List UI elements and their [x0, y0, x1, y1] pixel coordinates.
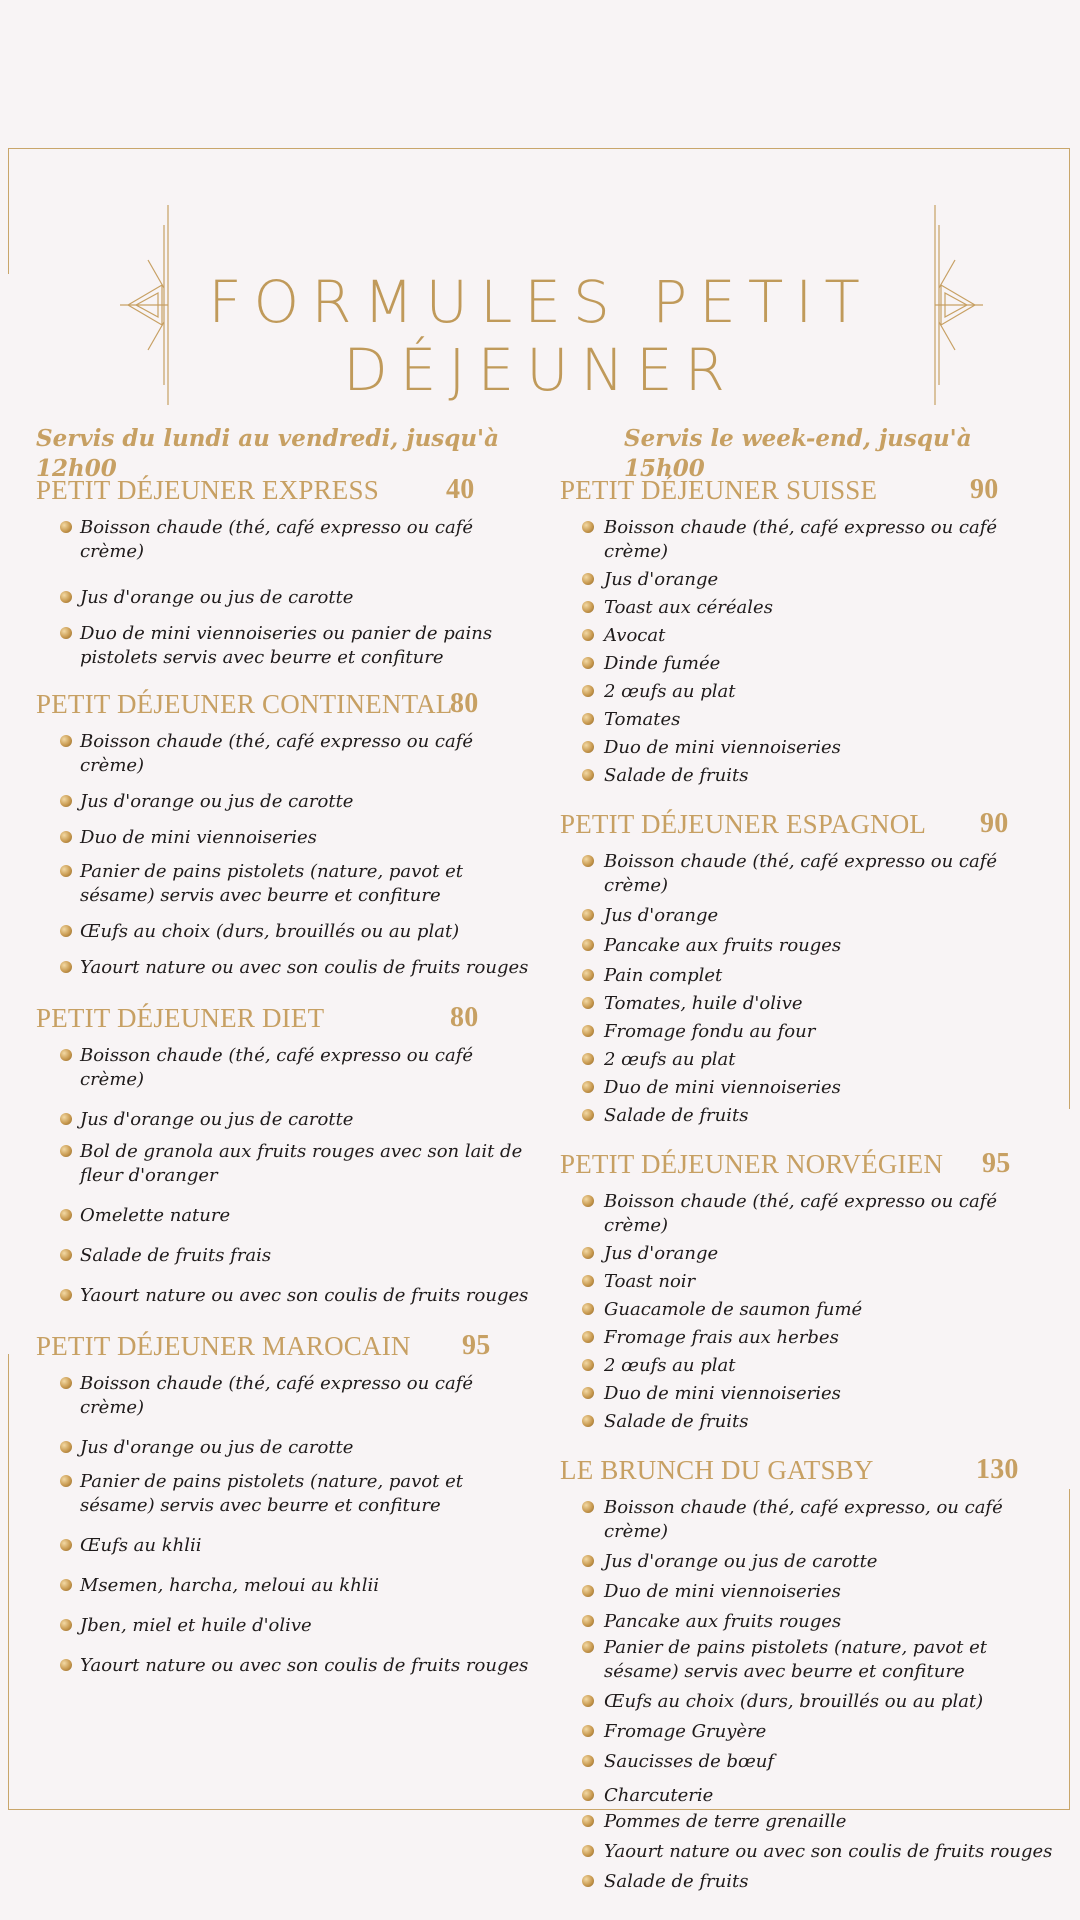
list-item	[36, 1108, 536, 1132]
list-item	[36, 956, 536, 980]
list-item	[560, 1048, 1060, 1072]
menu-item-text: Pancake aux fruits rouges	[604, 1611, 842, 1632]
gold-bullet-icon	[60, 521, 72, 533]
gold-bullet-icon	[60, 591, 72, 603]
menu-item-text: Yaourt nature ou avec son coulis de fruits rouges	[604, 1841, 1053, 1862]
gold-bullet-icon	[582, 1359, 594, 1371]
menu-item-text: Jus d'orange ou jus de carotte	[80, 587, 354, 608]
gold-bullet-icon	[582, 521, 594, 533]
menu-item-list	[36, 1044, 536, 1308]
list-item	[560, 1580, 1060, 1604]
menu-item-list	[560, 516, 1060, 788]
list-item	[560, 1326, 1060, 1350]
gold-bullet-icon	[60, 1441, 72, 1453]
gold-bullet-icon	[582, 573, 594, 585]
list-item	[560, 1610, 1060, 1634]
menu-item-text: Salade de fruits	[604, 1411, 749, 1432]
gold-bullet-icon	[60, 1659, 72, 1671]
list-item	[560, 1720, 1060, 1744]
menu-section	[560, 1142, 1060, 1434]
menu-item-text: Jus d'orange ou jus de carotte	[604, 1551, 878, 1572]
menu-name: PETIT DÉJEUNER CONTINENTAL	[36, 689, 453, 719]
menu-item-text: Jus d'orange	[604, 1243, 719, 1264]
list-item	[36, 826, 536, 850]
gold-bullet-icon	[582, 713, 594, 725]
menu-item-text: 2 œufs au plat	[604, 1355, 736, 1376]
menu-item-list	[560, 850, 1060, 1128]
list-item	[560, 1382, 1060, 1406]
menu-item-text: Charcuterie	[604, 1785, 714, 1806]
menu-item-list	[36, 1372, 536, 1678]
menu-item-list	[36, 516, 536, 670]
gold-bullet-icon	[582, 1615, 594, 1627]
gold-bullet-icon	[60, 961, 72, 973]
list-item	[36, 920, 536, 944]
menu-name: PETIT DÉJEUNER NORVÉGIEN	[560, 1149, 944, 1179]
gold-bullet-icon	[582, 1641, 594, 1653]
menu-price: 95	[982, 1148, 1011, 1179]
list-item	[560, 1242, 1060, 1266]
menu-item-text: Yaourt nature ou avec son coulis de fruits rouges	[80, 1285, 529, 1306]
menu-item-text: Bol de granola aux fruits rouges avec son lait de fleur d'oranger	[80, 1141, 523, 1186]
gold-bullet-icon	[582, 909, 594, 921]
menu-section	[560, 1448, 1060, 1894]
gold-bullet-icon	[582, 1081, 594, 1093]
menu-item-text: Salade de fruits	[604, 1105, 749, 1126]
menu-item-text: Œufs au khlii	[80, 1535, 202, 1556]
gold-bullet-icon	[582, 1875, 594, 1887]
menu-item-text: Panier de pains pistolets (nature, pavot et sésame) servis avec beurre et confiture	[604, 1637, 987, 1682]
menu-item-text: Msemen, harcha, meloui au khlii	[80, 1575, 380, 1596]
menu-item-text: Jus d'orange ou jus de carotte	[80, 1109, 354, 1130]
menu-heading	[560, 1142, 1060, 1186]
weekend-column	[560, 424, 1060, 1894]
menu-item-text: Salade de fruits frais	[80, 1245, 272, 1266]
list-item	[36, 622, 536, 670]
menu-item-text: Jus d'orange	[604, 569, 719, 590]
gold-bullet-icon	[60, 865, 72, 877]
list-item	[560, 1690, 1060, 1714]
menu-item-text: Boisson chaude (thé, café expresso ou café crème)	[604, 851, 998, 896]
list-item	[560, 624, 1060, 648]
list-item	[560, 1810, 1060, 1834]
list-item	[560, 764, 1060, 788]
menu-item-text: Yaourt nature ou avec son coulis de fruits rouges	[80, 957, 529, 978]
list-item	[36, 790, 536, 814]
menu-item-text: Œufs au choix (durs, brouillés ou au plat)	[604, 1691, 984, 1712]
gold-bullet-icon	[582, 1053, 594, 1065]
list-item	[560, 1550, 1060, 1574]
gold-bullet-icon	[582, 1415, 594, 1427]
list-item	[36, 730, 536, 778]
menu-item-text: 2 œufs au plat	[604, 1049, 736, 1070]
menu-item-text: Avocat	[604, 625, 666, 646]
menu-item-text: Panier de pains pistolets (nature, pavot et sésame) servis avec beurre et confiture	[80, 1471, 463, 1516]
page-title: FORMULES PETIT DÉJEUNER	[208, 268, 872, 404]
gold-bullet-icon	[582, 1331, 594, 1343]
list-item	[36, 1044, 536, 1092]
menu-section	[36, 996, 536, 1308]
menu-item-text: Jus d'orange ou jus de carotte	[80, 1437, 354, 1458]
menu-item-text: Boisson chaude (thé, café expresso ou café crème)	[604, 1191, 998, 1236]
menu-heading	[36, 682, 536, 726]
menu-price: 90	[970, 474, 999, 505]
menu-heading	[36, 1324, 536, 1368]
gold-bullet-icon	[582, 1109, 594, 1121]
menu-item-text: Fromage Gruyère	[604, 1721, 767, 1742]
menu-item-text: Tomates	[604, 709, 681, 730]
menu-heading	[560, 1448, 1060, 1492]
menu-item-text: Yaourt nature ou avec son coulis de fruits rouges	[80, 1655, 529, 1676]
menu-item-text: Omelette nature	[80, 1205, 231, 1226]
gold-bullet-icon	[582, 939, 594, 951]
list-item	[560, 934, 1060, 958]
gold-bullet-icon	[60, 1289, 72, 1301]
gold-bullet-icon	[60, 1475, 72, 1487]
list-item	[560, 1354, 1060, 1378]
menu-item-text: Toast aux céréales	[604, 597, 773, 618]
list-item	[560, 1870, 1060, 1894]
gold-bullet-icon	[60, 627, 72, 639]
gold-bullet-icon	[60, 1249, 72, 1261]
menu-heading	[560, 468, 1060, 512]
list-item	[36, 1436, 536, 1460]
menu-price: 90	[980, 808, 1009, 839]
gold-bullet-icon	[582, 997, 594, 1009]
list-item	[560, 1076, 1060, 1100]
gold-bullet-icon	[60, 735, 72, 747]
list-item	[560, 1270, 1060, 1294]
menu-item-text: Pancake aux fruits rouges	[604, 935, 842, 956]
gold-bullet-icon	[60, 925, 72, 937]
gold-bullet-icon	[582, 741, 594, 753]
menu-item-list	[560, 1496, 1060, 1894]
menu-item-text: Boisson chaude (thé, café expresso ou café crème)	[80, 1045, 474, 1090]
gold-bullet-icon	[582, 1695, 594, 1707]
list-item	[36, 860, 536, 908]
list-item	[36, 1654, 536, 1678]
list-item	[560, 680, 1060, 704]
menu-price: 40	[446, 474, 475, 505]
menu-price: 80	[450, 688, 479, 719]
gold-bullet-icon	[582, 1303, 594, 1315]
gold-bullet-icon	[582, 855, 594, 867]
menu-section	[560, 468, 1060, 788]
gold-bullet-icon	[60, 1113, 72, 1125]
menu-name: PETIT DÉJEUNER ESPAGNOL	[560, 809, 927, 839]
menu-name: PETIT DÉJEUNER MAROCAIN	[36, 1331, 411, 1361]
list-item	[560, 736, 1060, 760]
list-item	[560, 596, 1060, 620]
menu-section	[36, 1324, 536, 1678]
gold-bullet-icon	[582, 629, 594, 641]
list-item	[560, 568, 1060, 592]
list-item	[560, 850, 1060, 898]
list-item	[560, 516, 1060, 564]
menu-item-text: Pain complet	[604, 965, 723, 986]
gold-bullet-icon	[582, 1789, 594, 1801]
menu-heading	[560, 802, 1060, 846]
gold-bullet-icon	[582, 1815, 594, 1827]
list-item	[560, 1784, 1060, 1808]
menu-section	[36, 682, 536, 980]
menu-item-text: Duo de mini viennoiseries ou panier de pains pistolets servis avec beurre et confiture	[80, 623, 493, 668]
list-item	[560, 992, 1060, 1016]
menu-item-list	[36, 730, 536, 980]
gold-bullet-icon	[582, 1501, 594, 1513]
list-item	[36, 1284, 536, 1308]
menu-heading	[36, 468, 536, 512]
menu-price: 95	[462, 1330, 491, 1361]
menu-item-text: Guacamole de saumon fumé	[604, 1299, 863, 1320]
list-item	[36, 1614, 536, 1638]
menu-item-text: Duo de mini viennoiseries	[80, 827, 317, 848]
list-item	[36, 1534, 536, 1558]
menu-item-text: Œufs au choix (durs, brouillés ou au plat)	[80, 921, 460, 942]
gold-bullet-icon	[60, 795, 72, 807]
gold-bullet-icon	[60, 1579, 72, 1591]
menu-item-text: Pommes de terre grenaille	[604, 1811, 847, 1832]
menu-item-text: Boisson chaude (thé, café expresso ou café crème)	[604, 517, 998, 562]
menu-item-text: Duo de mini viennoiseries	[604, 1077, 841, 1098]
list-item	[560, 1190, 1060, 1238]
list-item	[36, 1372, 536, 1420]
gold-bullet-icon	[582, 1275, 594, 1287]
menu-item-text: Jben, miel et huile d'olive	[80, 1615, 312, 1636]
gold-bullet-icon	[582, 969, 594, 981]
menu-item-text: Boisson chaude (thé, café expresso ou café crème)	[80, 517, 474, 562]
menu-name: LE BRUNCH DU GATSBY	[560, 1455, 874, 1485]
menu-price: 130	[976, 1454, 1019, 1485]
menu-item-text: Saucisses de bœuf	[604, 1751, 775, 1772]
gold-bullet-icon	[582, 685, 594, 697]
menu-item-text: Fromage frais aux herbes	[604, 1327, 839, 1348]
gold-bullet-icon	[60, 1377, 72, 1389]
gold-bullet-icon	[582, 769, 594, 781]
menu-price: 80	[450, 1002, 479, 1033]
menu-item-text: Toast noir	[604, 1271, 696, 1292]
menu-item-text: Duo de mini viennoiseries	[604, 1581, 841, 1602]
menu-item-text: Duo de mini viennoiseries	[604, 737, 841, 758]
menu-heading	[36, 996, 536, 1040]
gold-bullet-icon	[60, 831, 72, 843]
gold-bullet-icon	[582, 1195, 594, 1207]
gold-bullet-icon	[582, 1247, 594, 1259]
menu-item-text: Duo de mini viennoiseries	[604, 1383, 841, 1404]
gold-bullet-icon	[582, 1845, 594, 1857]
service-hours-text: Servis le week-end, jusqu'à 15h00	[624, 425, 972, 482]
menu-item-list	[560, 1190, 1060, 1434]
list-item	[560, 964, 1060, 988]
menu-item-text: Jus d'orange	[604, 905, 719, 926]
list-item	[560, 1750, 1060, 1774]
gold-bullet-icon	[60, 1619, 72, 1631]
list-item	[560, 708, 1060, 732]
gold-bullet-icon	[60, 1145, 72, 1157]
list-item	[560, 1104, 1060, 1128]
list-item	[36, 1244, 536, 1268]
list-item	[36, 1470, 536, 1518]
list-item	[560, 1496, 1060, 1544]
menu-item-text: Salade de fruits	[604, 765, 749, 786]
gold-bullet-icon	[60, 1049, 72, 1061]
gold-bullet-icon	[582, 1025, 594, 1037]
list-item	[560, 1410, 1060, 1434]
menu-item-text: Jus d'orange ou jus de carotte	[80, 791, 354, 812]
list-item	[36, 516, 536, 564]
gold-bullet-icon	[582, 1755, 594, 1767]
list-item	[560, 1020, 1060, 1044]
menu-item-text: Salade de fruits	[604, 1871, 749, 1892]
gold-bullet-icon	[60, 1539, 72, 1551]
gold-bullet-icon	[582, 657, 594, 669]
menu-item-text: Panier de pains pistolets (nature, pavot et sésame) servis avec beurre et confiture	[80, 861, 463, 906]
menu-item-text: Dinde fumée	[604, 653, 721, 674]
list-item	[36, 1140, 536, 1188]
menu-item-text: Boisson chaude (thé, café expresso ou café crème)	[80, 731, 474, 776]
list-item	[36, 1204, 536, 1228]
menu-name: PETIT DÉJEUNER DIET	[36, 1003, 325, 1033]
list-item	[560, 1298, 1060, 1322]
gold-bullet-icon	[582, 1725, 594, 1737]
list-item	[36, 586, 536, 610]
menu-section	[560, 802, 1060, 1128]
service-hours-text: Servis du lundi au vendredi, jusqu'à 12h00	[36, 425, 499, 482]
list-item	[560, 1636, 1060, 1684]
menu-item-text: 2 œufs au plat	[604, 681, 736, 702]
weekday-column	[36, 424, 536, 1678]
menu-section	[36, 468, 536, 670]
list-item	[36, 1574, 536, 1598]
menu-item-text: Tomates, huile d'olive	[604, 993, 803, 1014]
menu-item-text: Boisson chaude (thé, café expresso, ou café crème)	[604, 1497, 1003, 1542]
gold-bullet-icon	[582, 1387, 594, 1399]
menu-name: PETIT DÉJEUNER EXPRESS	[36, 475, 379, 505]
menu-item-text: Fromage fondu au four	[604, 1021, 816, 1042]
list-item	[560, 1840, 1060, 1864]
menu-item-text: Boisson chaude (thé, café expresso ou café crème)	[80, 1373, 474, 1418]
gold-bullet-icon	[60, 1209, 72, 1221]
list-item	[560, 652, 1060, 676]
list-item	[560, 904, 1060, 928]
gold-bullet-icon	[582, 601, 594, 613]
gold-bullet-icon	[582, 1585, 594, 1597]
gold-bullet-icon	[582, 1555, 594, 1567]
menu-name: PETIT DÉJEUNER SUISSE	[560, 475, 878, 505]
